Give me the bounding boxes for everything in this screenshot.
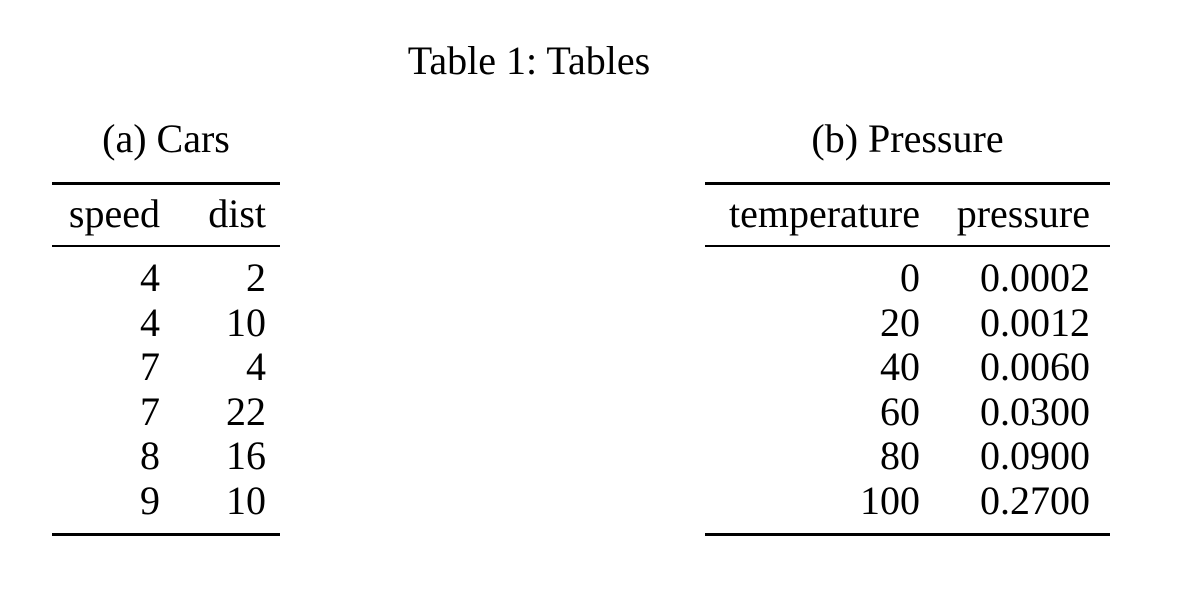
pressure-cell-pressure: 0.0300 [980, 388, 1090, 434]
table-row [705, 479, 1110, 524]
subtable-pressure [705, 116, 1110, 536]
pressure-cell-pressure: 0.2700 [980, 477, 1090, 523]
table-row [52, 479, 280, 524]
table-caption-title: Table 1: Tables [407, 38, 651, 83]
pressure-header-temperature: temperature [729, 191, 920, 236]
table-row [705, 434, 1110, 479]
table-row [705, 390, 1110, 435]
cars-data-rows [52, 256, 280, 523]
pressure-cell-temperature: 20 [880, 299, 920, 345]
cars-bottom-rule [52, 533, 280, 536]
pressure-cell-temperature: 80 [880, 433, 920, 478]
pressure-header-row [705, 185, 1110, 243]
table-row [705, 301, 1110, 346]
table-row [705, 256, 1110, 301]
cars-cell-dist: 2 [246, 255, 266, 300]
cars-cell-speed: 4 [140, 255, 160, 300]
subtable-pressure-caption: (b) Pressure [811, 116, 1004, 161]
table-row [52, 345, 280, 390]
cars-cell-dist: 4 [246, 344, 266, 389]
cars-mid-rule [52, 245, 280, 247]
table-row [52, 434, 280, 479]
cars-cell-dist: 10 [226, 299, 266, 345]
pressure-header-pressure: pressure [956, 191, 1090, 236]
cars-cell-speed: 4 [140, 299, 160, 345]
pressure-cell-pressure: 0.0060 [980, 344, 1090, 389]
cars-cell-dist: 10 [226, 477, 266, 523]
table-row [52, 390, 280, 435]
cars-cell-speed: 7 [140, 344, 160, 389]
table-row [52, 256, 280, 301]
table-row [705, 345, 1110, 390]
table-row [52, 301, 280, 346]
pressure-cell-temperature: 0 [900, 255, 920, 300]
cars-cell-speed: 9 [140, 477, 160, 523]
pressure-bottom-rule [705, 533, 1110, 536]
pressure-cell-temperature: 60 [880, 388, 920, 434]
pressure-cell-pressure: 0.0900 [980, 433, 1090, 478]
subtable-cars [52, 116, 280, 536]
pressure-data-rows [705, 256, 1110, 523]
pressure-cell-temperature: 40 [880, 344, 920, 389]
subtable-cars-caption: (a) Cars [102, 116, 230, 161]
cars-cell-dist: 22 [226, 388, 266, 434]
pressure-mid-rule [705, 245, 1110, 247]
pressure-cell-pressure: 0.0012 [980, 299, 1090, 345]
cars-cell-speed: 7 [140, 388, 160, 434]
cars-header-dist: dist [208, 191, 266, 236]
cars-header-row [52, 185, 280, 243]
pressure-cell-temperature: 100 [860, 477, 920, 523]
cars-cell-speed: 8 [140, 433, 160, 478]
cars-cell-dist: 16 [226, 433, 266, 478]
pressure-cell-pressure: 0.0002 [980, 255, 1090, 300]
cars-header-speed: speed [68, 191, 160, 236]
